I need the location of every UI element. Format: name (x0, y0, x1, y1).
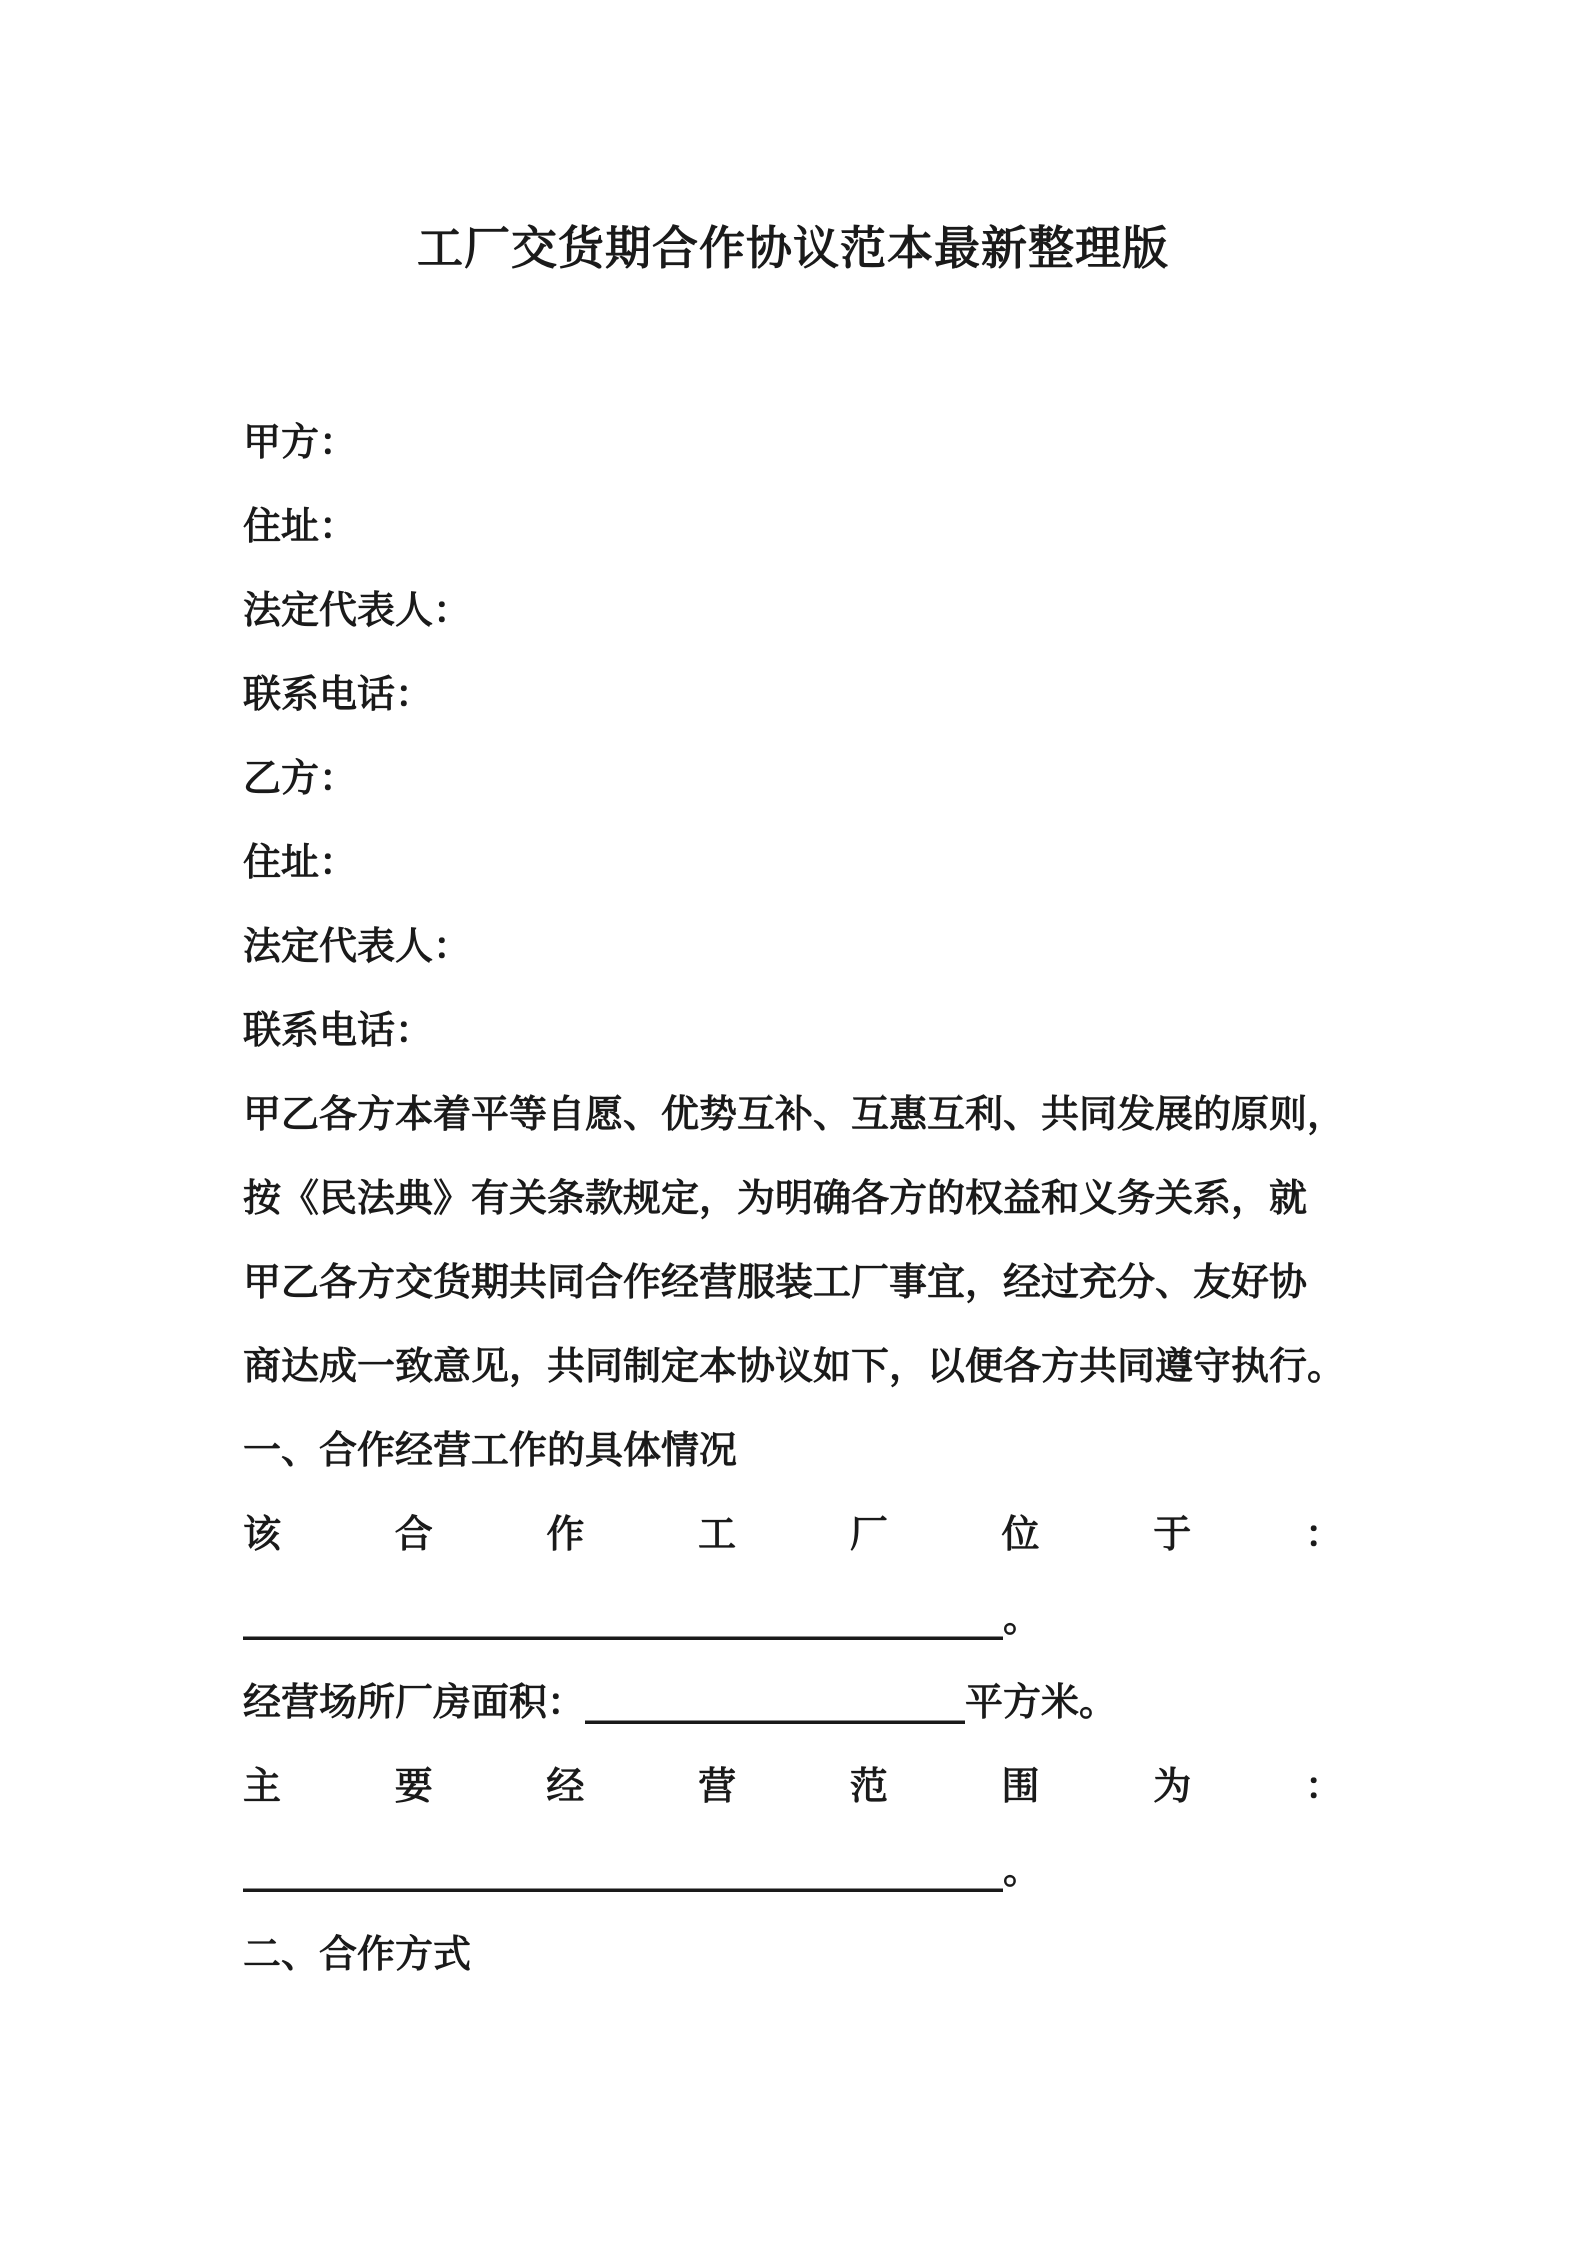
party-a-phone: 联系电话： (243, 672, 434, 716)
scope-char: 经 (546, 1764, 585, 1808)
preamble-line: 商达成一致意见，共同制定本协议如下，以便各方共同遵守执行。 (243, 1344, 1346, 1388)
factory-location-line (243, 1492, 1343, 1576)
location-char: 该 (243, 1512, 282, 1556)
location-char: 于 (1153, 1512, 1192, 1556)
party-b-phone: 联系电话： (243, 1008, 434, 1052)
preamble-line: 甲乙各方交货期共同合作经营服装工厂事宜，经过充分、友好协 (243, 1260, 1308, 1304)
party-b-label: 乙方： (243, 756, 358, 800)
party-a-legal-rep: 法定代表人： (243, 588, 472, 632)
party-a-address: 住址： (243, 504, 358, 548)
business-scope-line (243, 1744, 1343, 1828)
location-char: ： (1304, 1512, 1343, 1556)
preamble-line: 甲乙各方本着平等自愿、优势互补、互惠互利、共同发展的原则， (243, 1092, 1346, 1136)
scope-char: 营 (698, 1764, 737, 1808)
location-char: 作 (546, 1512, 585, 1556)
location-char: 厂 (849, 1512, 888, 1556)
preamble-line: 按《民法典》有关条款规定，为明确各方的权益和义务关系，就 (243, 1176, 1308, 1220)
party-a-label: 甲方： (243, 420, 358, 464)
scope-char: 围 (1001, 1764, 1040, 1808)
section-2-heading: 二、合作方式 (243, 1932, 472, 1976)
scope-char: 范 (849, 1764, 888, 1808)
factory-area-line: 经营场所厂房面积：____________________平方米。 (243, 1680, 1118, 1724)
factory-location-blank: ________________________________________。 (243, 1596, 1042, 1640)
party-b-legal-rep: 法定代表人： (243, 924, 472, 968)
location-char: 合 (394, 1512, 433, 1556)
scope-char: ： (1304, 1764, 1343, 1808)
scope-char: 为 (1153, 1764, 1192, 1808)
document-title: 工厂交货期合作协议范本最新整理版 (417, 221, 1169, 275)
scope-char: 要 (394, 1764, 433, 1808)
section-1-heading: 一、合作经营工作的具体情况 (243, 1428, 738, 1472)
location-char: 工 (698, 1512, 737, 1556)
scope-char: 主 (243, 1764, 282, 1808)
document-body (243, 400, 1351, 1996)
party-b-address: 住址： (243, 840, 358, 884)
business-scope-blank: ________________________________________。 (243, 1848, 1042, 1892)
location-char: 位 (1001, 1512, 1040, 1556)
